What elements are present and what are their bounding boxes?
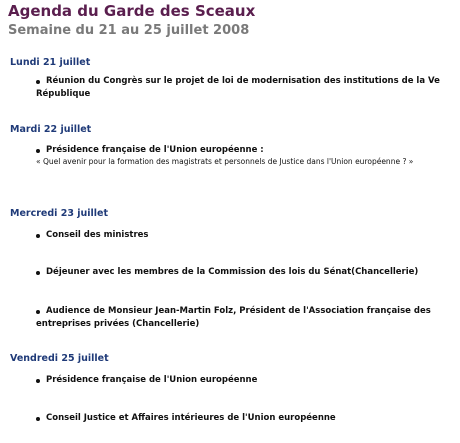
- page-subtitle: Semaine du 21 au 25 juillet 2008: [8, 23, 250, 38]
- agenda-item: Réunion du Congrès sur le projet de loi de modernisation des institutions de la Ve: [46, 76, 440, 86]
- bullet-icon: [36, 149, 40, 153]
- day-heading-friday: Vendredi 25 juillet: [10, 353, 109, 364]
- agenda-item: Conseil Justice et Affaires intérieures de l'Union européenne: [46, 413, 336, 423]
- bullet-icon: [36, 271, 40, 275]
- bullet-icon: [36, 310, 40, 314]
- agenda-item-continuation: République: [36, 89, 91, 99]
- agenda-item-quote: « Quel avenir pour la formation des magistrats et personnels de Justice dans l'Union européenne ? »: [36, 157, 414, 166]
- page-title: Agenda du Garde des Sceaux: [8, 2, 256, 20]
- bullet-icon: [36, 234, 40, 238]
- agenda-item-continuation: entreprises privées (Chancellerie): [36, 319, 200, 329]
- bullet-icon: [36, 80, 40, 84]
- day-heading-tuesday: Mardi 22 juillet: [10, 124, 92, 135]
- bullet-icon: [36, 417, 40, 421]
- bullet-icon: [36, 379, 40, 383]
- agenda-item: Conseil des ministres: [46, 230, 149, 240]
- agenda-item: Déjeuner avec les membres de la Commission des lois du Sénat(Chancellerie): [46, 267, 419, 277]
- agenda-item: Présidence française de l'Union européenne :: [46, 145, 264, 155]
- agenda-item: Audience de Monsieur Jean-Martin Folz, Président de l'Association française des: [46, 306, 431, 316]
- agenda-item: Présidence française de l'Union européenne: [46, 375, 258, 385]
- day-heading-wednesday: Mercredi 23 juillet: [10, 208, 109, 219]
- day-heading-monday: Lundi 21 juillet: [10, 57, 91, 68]
